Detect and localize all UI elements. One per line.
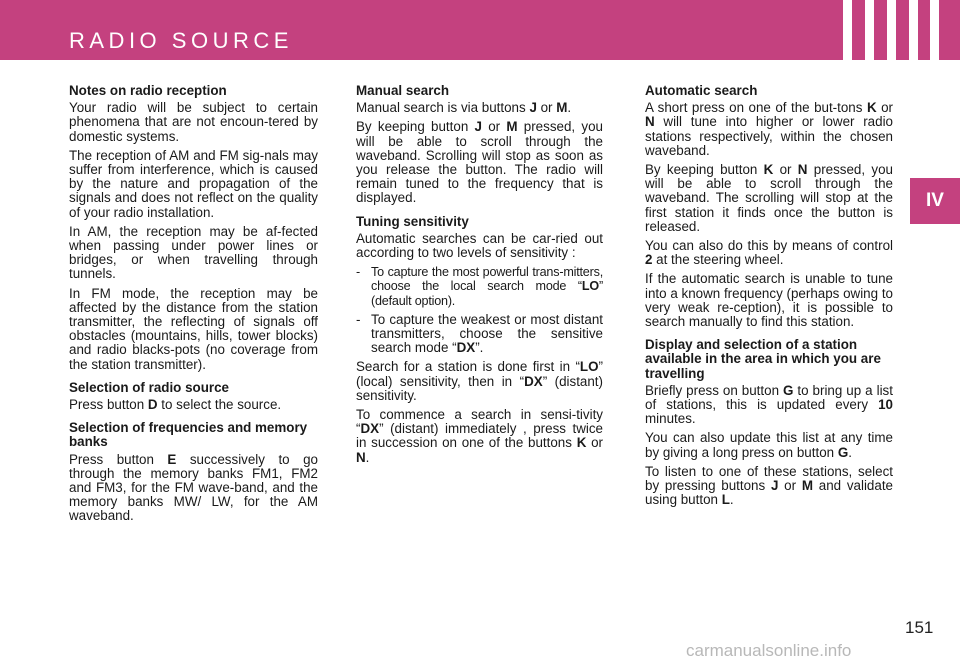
- button-key: K: [866, 100, 877, 116]
- section-heading: Selection of frequencies and memory banks: [69, 420, 308, 450]
- button-key: K: [763, 162, 774, 178]
- mode-key: DX: [360, 421, 380, 437]
- button-key: K: [576, 435, 587, 451]
- button-key: N: [356, 449, 366, 465]
- mode-key: LO: [579, 359, 599, 375]
- section-heading: Automatic search: [645, 83, 758, 98]
- section-automatic-search: [645, 84, 893, 329]
- button-key: L: [721, 492, 730, 508]
- header-stripe: [865, 0, 874, 60]
- chapter-tab-label: IV: [926, 190, 944, 211]
- section-heading: Display and selection of a station available in the area in which you are travelling: [645, 337, 881, 381]
- mode-key: DX: [524, 373, 543, 389]
- column-3: [645, 84, 893, 516]
- section-heading: Tuning sensitivity: [356, 213, 469, 229]
- paragraph: Search for a station is done first in “LO” (local) sensitivity, then in “DX” (distant) sensitivity.: [356, 359, 603, 403]
- header-stripe: [887, 0, 896, 60]
- paragraph: To listen to one of these stations, select by pressing buttons J or M and validate using button L.: [645, 463, 893, 508]
- paragraph: Press button E successively to go through the memory banks FM1, FM2 and FM3, for the FM wave-band, and the memory banks MW/ LW, for the AM waveband.: [69, 451, 318, 524]
- button-key: J: [529, 100, 537, 116]
- paragraph: If the automatic search is unable to tune into a known frequency (perhaps owing to very weak re-ception), it is possible to search manually to find this station.: [645, 271, 893, 330]
- watermark: carmanualsonline.info: [686, 641, 852, 660]
- list-item: - To capture the weakest or most distant transmitters, choose the sensitive search mode “DX”.: [356, 311, 603, 356]
- button-key: G: [783, 382, 794, 398]
- header-bar: [0, 0, 960, 60]
- button-key: J: [474, 119, 482, 135]
- paragraph: By keeping button J or M pressed, you will be able to scroll through the waveband. Scrolling will stop as soon as you release the button. The radio will remain tuned to the frequency that is displayed.: [356, 119, 603, 206]
- button-key: N: [645, 114, 655, 130]
- header-stripe: [909, 0, 918, 60]
- button-key: N: [797, 162, 808, 178]
- list-item: - To capture the most powerful trans-mitters, choose the local search mode “LO” (default option).: [356, 265, 603, 308]
- minutes-value: 10: [878, 397, 893, 413]
- button-key: D: [147, 397, 158, 413]
- paragraph: To commence a search in sensi-tivity “DX” (distant) immediately , press twice in succession on one of the buttons K or N.: [356, 407, 603, 465]
- section-memory-banks: [69, 421, 318, 523]
- paragraph: You can also update this list at any time by giving a long press on button G.: [645, 430, 893, 460]
- paragraph: Briefly press on button G to bring up a list of stations, this is updated every 10 minutes.: [645, 382, 893, 427]
- header-stripe: [843, 0, 852, 60]
- section-notes: [69, 84, 318, 372]
- paragraph: Your radio will be subject to certain phenomena that are not encoun-tered by domestic systems.: [69, 100, 318, 144]
- paragraph: A short press on one of the but-tons K or N will tune into higher or lower radio stations respectively, within the chosen waveband.: [645, 100, 893, 158]
- paragraph: Manual search is via buttons J or M.: [356, 100, 572, 116]
- chapter-tab: [910, 178, 960, 224]
- button-key: M: [556, 100, 568, 116]
- paragraph: The reception of AM and FM sig-nals may suffer from interference, which is caused by the nature and propagation of the signals and does not reflect on the quality of your radio installation.: [69, 147, 318, 220]
- mode-key: DX: [456, 340, 476, 356]
- button-key: G: [837, 444, 849, 460]
- paragraph: Press button D to select the source.: [69, 397, 282, 413]
- paragraph: By keeping button K or N pressed, you will be able to scroll through the waveband. The scrolling will stop at the first station it finds once the button is released.: [645, 162, 893, 234]
- column-1: [69, 84, 318, 533]
- button-key: M: [506, 119, 518, 135]
- section-tuning-sensitivity: [356, 215, 603, 465]
- header-stripe: [930, 0, 939, 60]
- page-title: RADIO SOURCE: [69, 28, 293, 53]
- section-heading: Notes on radio reception: [69, 83, 227, 98]
- paragraph: In FM mode, the reception may be affected by the distance from the station transmitter, the reflecting of signals off obstacles (mountains, hills, tower blocks) and radio blacks-pots (no coverage from the station transmitter).: [69, 285, 318, 372]
- control-key: 2: [645, 252, 653, 268]
- paragraph: You can also do this by means of control 2 at the steering wheel.: [645, 238, 893, 268]
- column-2: [356, 84, 603, 474]
- paragraph: Automatic searches can be car-ried out according to two levels of sensitivity :: [356, 230, 603, 261]
- button-key: M: [801, 478, 813, 494]
- button-key: E: [167, 451, 177, 467]
- page-number: 151: [905, 618, 934, 637]
- paragraph: In AM, the reception may be af-fected when passing under power lines or bridges, or when travelling through tunnels.: [69, 223, 318, 282]
- mode-key: LO: [581, 279, 599, 294]
- section-manual-search: [356, 84, 603, 206]
- section-radio-source: [69, 381, 318, 412]
- section-heading: Selection of radio source: [69, 379, 229, 395]
- section-heading: Manual search: [356, 83, 450, 98]
- button-key: J: [770, 478, 779, 494]
- section-station-list: [645, 338, 893, 507]
